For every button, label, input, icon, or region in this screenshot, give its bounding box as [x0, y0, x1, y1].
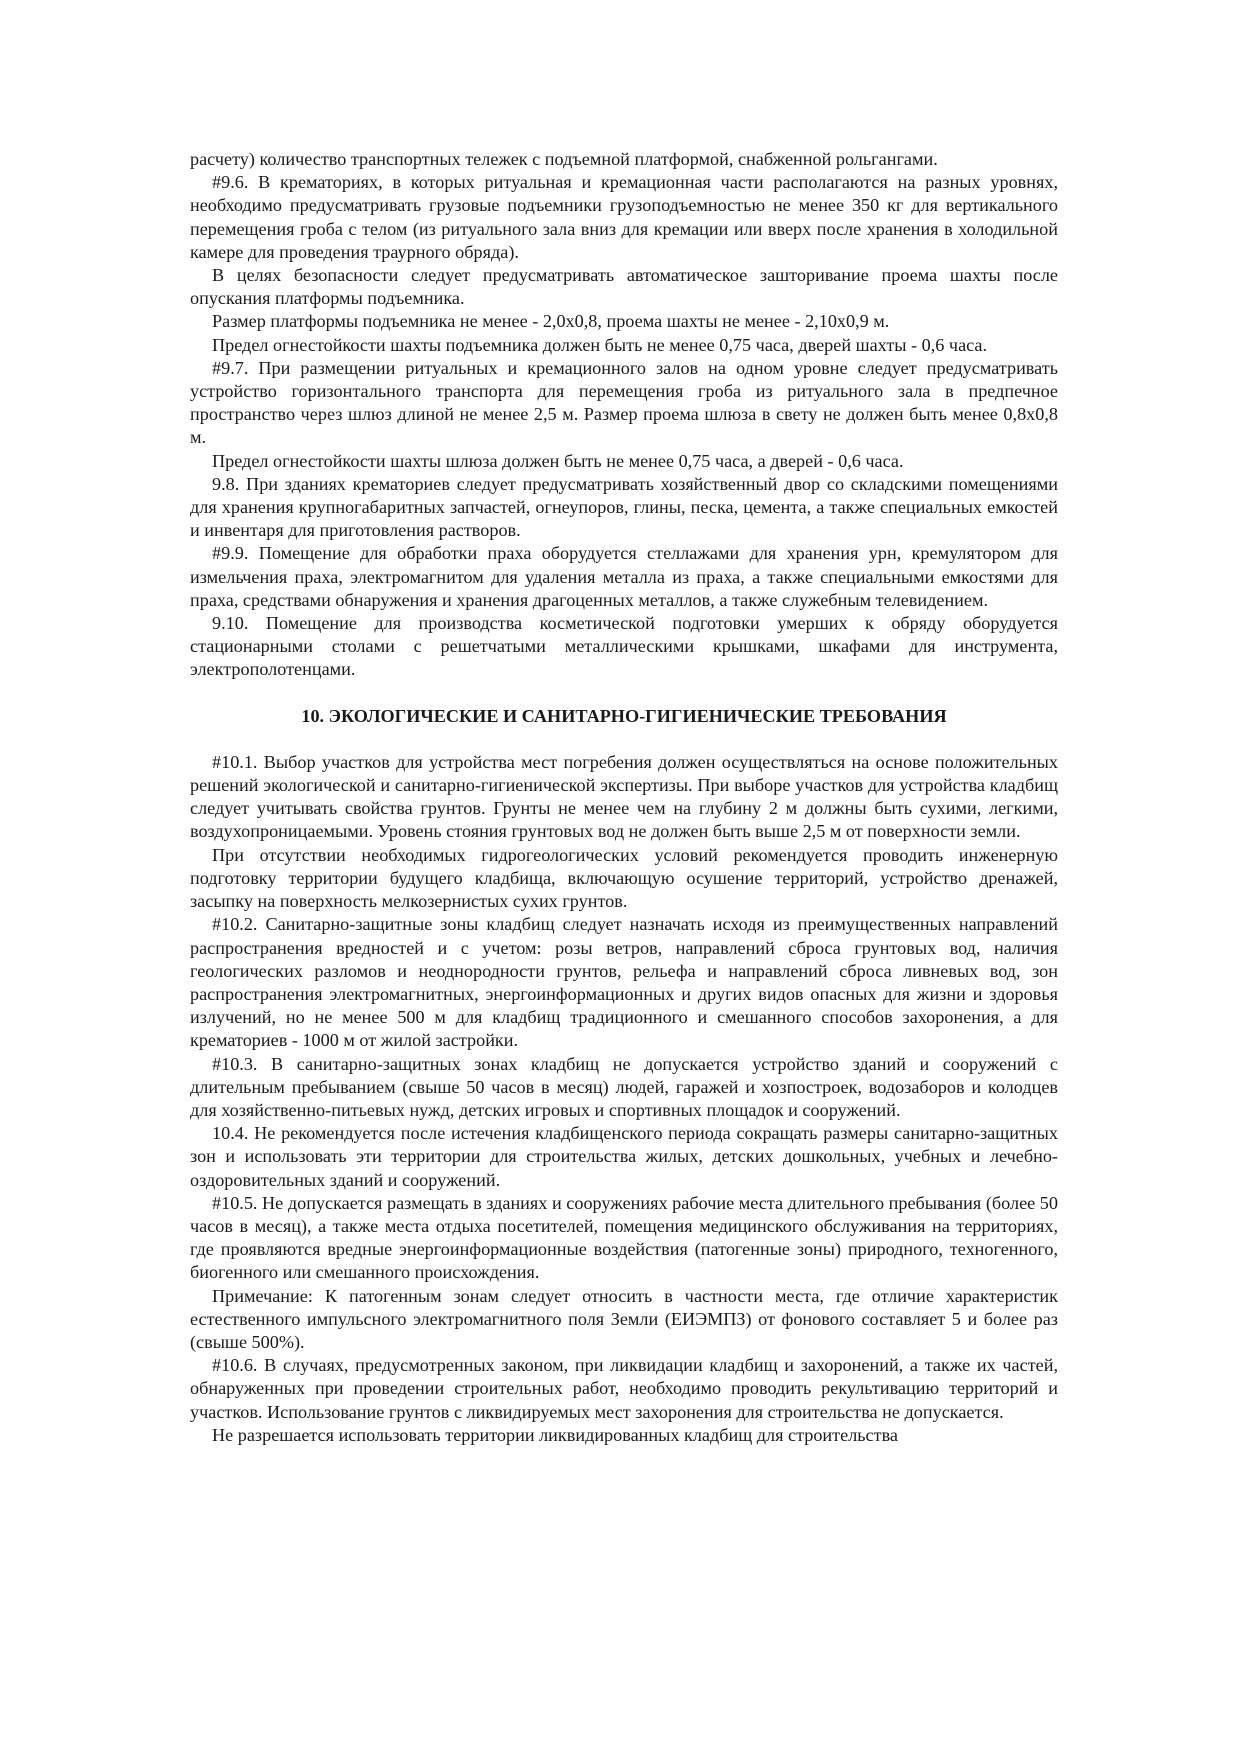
paragraph-9-7: #9.7. При размещении ритуальных и кремационного залов на одном уровне следует предусматривать устройство горизонтального транспорта для перемещения гроба из ритуального зала в предпечное пространство через шлюз длиной не менее 2,5 м. Размер проема шлюза в свету не должен быть менее 0,8х0,8 м.: [190, 357, 1058, 448]
paragraph: расчету) количество транспортных тележек с подъемной платформой, снабженной рольгангами.: [190, 149, 938, 169]
paragraph-9-6: #9.6. В крематориях, в которых ритуальная и кремационная части располагаются на разных уровнях, необходимо предусматривать грузовые подъемники грузоподъемностью не менее 350 кг для вертикального перемещения гроба с телом (из ритуального зала вниз для кремации или вверх после хранения в холодильной камере для проведения траурного обряда).: [190, 172, 1058, 262]
document-page: [190, 148, 1058, 1447]
paragraph: Предел огнестойкости шахты шлюза должен быть не менее 0,75 часа, а дверей - 0,6 часа.: [212, 450, 904, 471]
paragraph-9-10: 9.10. Помещение для производства косметической подготовки умерших к обряду оборудуется стационарными столами с решетчатыми металлическими крышками, шкафами для инструмента, электрополотенцами.: [190, 613, 1058, 680]
paragraph: Не разрешается использовать территории ликвидированных кладбищ для строительства: [212, 1424, 898, 1445]
note-paragraph: Примечание: К патогенным зонам следует относить в частности места, где отличие характеристик естественного импульсного электромагнитного поля Земли (ЕИЭМПЗ) от фонового составляет 5 и более раз (свыше 500%).: [190, 1285, 1058, 1352]
paragraph: При отсутствии необходимых гидрогеологических условий рекомендуется проводить инженерную подготовку территории будущего кладбища, включающую осушение территорий, устройство дренажей, засыпку на поверхность мелкозернистых сухих грунтов.: [190, 844, 1058, 912]
paragraph-9-9: #9.9. Помещение для обработки праха оборудуется стеллажами для хранения урн, кремулятором для измельчения праха, электромагнитом для удаления металла из праха, а также специальными емкостями для праха, средствами обнаружения и хранения драгоценных металлов, а также служебным телевидением.: [190, 543, 1058, 610]
paragraph: Размер платформы подъемника не менее - 2,0х0,8, проема шахты не менее - 2,10х0,9 м.: [212, 311, 890, 332]
section-heading: 10. ЭКОЛОГИЧЕСКИЕ И САНИТАРНО-ГИГИЕНИЧЕСКИЕ ТРЕБОВАНИЯ: [301, 705, 947, 726]
paragraph-10-4: 10.4. Не рекомендуется после истечения кладбищенского периода сокращать размеры санитарно-защитных зон и использовать эти территории для строительства жилых, детских дошкольных, учебных и лечебно-оздоровительных зданий и сооружений.: [190, 1123, 1058, 1190]
paragraph: Предел огнестойкости шахты подъемника должен быть не менее 0,75 часа, дверей шахты - 0,6 часа.: [212, 334, 988, 355]
paragraph-10-3: #10.3. В санитарно-защитных зонах кладбищ не допускается устройство зданий и сооружений с длительным пребыванием (свыше 50 часов в месяц) людей, гаражей и хозпостроек, водозаборов и колодцев для хозяйственно-питьевых нужд, детских игровых и спортивных площадок и сооружений.: [190, 1053, 1058, 1120]
paragraph-10-1: #10.1. Выбор участков для устройства мест погребения должен осуществляться на основе положительных решений экологической и санитарно-гигиенической экспертизы. При выборе участков для устройства кладбищ следует учитывать свойства грунтов. Грунты не менее чем на глубину 2 м должны быть сухими, легкими, воздухопроницаемыми. Уровень стояния грунтовых вод не должен быть выше 2,5 м от поверхности земли.: [190, 751, 1058, 842]
paragraph-10-5: #10.5. Не допускается размещать в зданиях и сооружениях рабочие места длительного пребывания (более 50 часов в месяц), а также места отдыха посетителей, помещения медицинского обслуживания на территориях, где проявляются вредные энергоинформационные воздействия (патогенные зоны) природного, техногенного, биогенного или смешанного происхождения.: [190, 1192, 1058, 1283]
paragraph-10-6: #10.6. В случаях, предусмотренных законом, при ликвидации кладбищ и захоронений, а также их частей, обнаруженных при проведении строительных работ, необходимо проводить рекультивацию территорий и участков. Использование грунтов с ликвидируемых мест захоронения для строительства не допускается.: [190, 1355, 1058, 1422]
paragraph: В целях безопасности следует предусматривать автоматическое зашторивание проема шахты после опускания платформы подъемника.: [190, 265, 1058, 309]
paragraph-10-2: #10.2. Санитарно-защитные зоны кладбищ следует назначать исходя из преимущественных направлений распространения вредностей и с учетом: розы ветров, направлений сброса грунтовых вод, наличия геологических разломов и неоднородности грунтов, рельефа и направлений сброса ливневых вод, зон распространения электромагнитных, энергоинформационных и других видов опасных для жизни и здоровья излучений, но не менее 500 м для кладбищ традиционного и смешанного способов захоронения, а для крематориев - 1000 м от жилой застройки.: [190, 914, 1058, 1051]
paragraph-9-8: 9.8. При зданиях крематориев следует предусматривать хозяйственный двор со складскими помещениями для хранения крупногабаритных запчастей, огнеупоров, глины, песка, цемента, а также специальных емкостей и инвентаря для приготовления растворов.: [190, 473, 1058, 541]
